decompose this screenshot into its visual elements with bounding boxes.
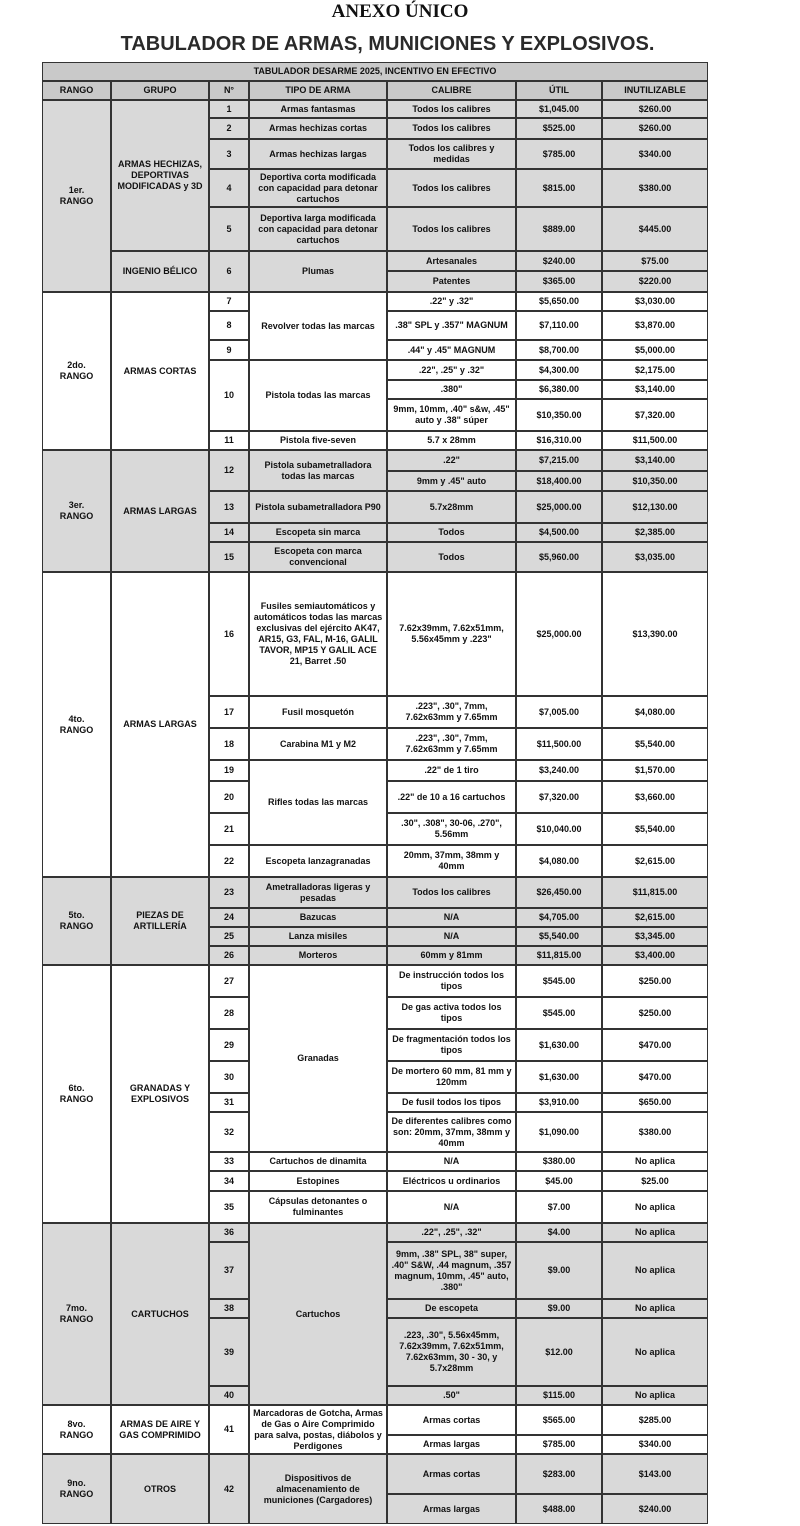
unusable-price: $3,870.00	[602, 311, 708, 340]
useful-price: $525.00	[516, 118, 602, 139]
weapon-number: 6	[209, 251, 249, 292]
unusable-price: $250.00	[602, 997, 708, 1029]
weapon-number: 19	[209, 760, 249, 781]
useful-price: $4,300.00	[516, 360, 602, 380]
weapon-number: 30	[209, 1061, 249, 1093]
weapon-number: 9	[209, 340, 249, 360]
caliber-cell: Armas largas	[387, 1435, 516, 1454]
caliber-cell: De instrucción todos los tipos	[387, 965, 516, 997]
unusable-price: $285.00	[602, 1405, 708, 1435]
unusable-price: $470.00	[602, 1029, 708, 1061]
caliber-cell: .22" y .32"	[387, 292, 516, 311]
useful-price: $115.00	[516, 1386, 602, 1405]
weapon-type: Pistola subametralladora todas las marcas	[249, 450, 387, 491]
useful-price: $488.00	[516, 1494, 602, 1524]
column-header: INUTILIZABLE	[602, 81, 708, 100]
group-cell: ARMAS LARGAS	[111, 572, 209, 877]
unusable-price: $2,615.00	[602, 908, 708, 927]
useful-price: $5,650.00	[516, 292, 602, 311]
unusable-price: $2,385.00	[602, 523, 708, 542]
caliber-cell: .223", .30", 7mm, 7.62x63mm y 7.65mm	[387, 696, 516, 728]
caliber-cell: Todos los calibres	[387, 207, 516, 251]
range-cell: 2do. RANGO	[42, 292, 111, 450]
unusable-price: $11,500.00	[602, 431, 708, 450]
weapon-number: 7	[209, 292, 249, 311]
group-cell: OTROS	[111, 1454, 209, 1524]
caliber-cell: Todos los calibres y medidas	[387, 139, 516, 169]
weapon-number: 31	[209, 1093, 249, 1112]
weapon-number: 16	[209, 572, 249, 696]
weapon-type: Estopines	[249, 1171, 387, 1191]
group-cell: GRANADAS Y EXPLOSIVOS	[111, 965, 209, 1223]
weapon-number: 10	[209, 360, 249, 431]
unusable-price: No aplica	[602, 1299, 708, 1318]
column-header: CALIBRE	[387, 81, 516, 100]
weapon-number: 34	[209, 1171, 249, 1191]
weapon-number: 3	[209, 139, 249, 169]
page-title: TABULADOR DE ARMAS, MUNICIONES Y EXPLOSIVOS.	[120, 33, 655, 55]
useful-price: $889.00	[516, 207, 602, 251]
caliber-cell: .380"	[387, 380, 516, 399]
caliber-cell: 9mm, .38" SPL, 38" super, .40" S&W, .44 magnum, .357 magnum, 10mm, .45" auto, .380"	[387, 1242, 516, 1299]
caliber-cell: De fragmentación todos los tipos	[387, 1029, 516, 1061]
weapon-type: Deportiva larga modificada con capacidad para detonar cartuchos	[249, 207, 387, 251]
unusable-price: $470.00	[602, 1061, 708, 1093]
useful-price: $7,005.00	[516, 696, 602, 728]
weapon-number: 33	[209, 1152, 249, 1171]
useful-price: $4.00	[516, 1223, 602, 1242]
weapon-number: 28	[209, 997, 249, 1029]
useful-price: $25,000.00	[516, 491, 602, 523]
weapon-number: 23	[209, 877, 249, 908]
unusable-price: $445.00	[602, 207, 708, 251]
weapon-number: 14	[209, 523, 249, 542]
weapon-type: Rifles todas las marcas	[249, 760, 387, 845]
useful-price: $545.00	[516, 997, 602, 1029]
group-cell: ARMAS LARGAS	[111, 450, 209, 572]
group-cell: PIEZAS DE ARTILLERÍA	[111, 877, 209, 965]
caliber-cell: .44" y .45" MAGNUM	[387, 340, 516, 360]
column-header: GRUPO	[111, 81, 209, 100]
useful-price: $1,630.00	[516, 1061, 602, 1093]
useful-price: $815.00	[516, 169, 602, 207]
useful-price: $25,000.00	[516, 572, 602, 696]
useful-price: $5,540.00	[516, 927, 602, 946]
useful-price: $7,215.00	[516, 450, 602, 471]
caliber-cell: Armas largas	[387, 1494, 516, 1524]
caliber-cell: 20mm, 37mm, 38mm y 40mm	[387, 845, 516, 877]
group-cell: CARTUCHOS	[111, 1223, 209, 1405]
range-cell: 8vo. RANGO	[42, 1405, 111, 1454]
group-cell: ARMAS HECHIZAS, DEPORTIVAS MODIFICADAS y 3D	[111, 100, 209, 251]
caliber-cell: Armas cortas	[387, 1405, 516, 1435]
useful-price: $4,080.00	[516, 845, 602, 877]
useful-price: $10,040.00	[516, 813, 602, 845]
useful-price: $545.00	[516, 965, 602, 997]
unusable-price: $13,390.00	[602, 572, 708, 696]
weapon-number: 29	[209, 1029, 249, 1061]
unusable-price: $10,350.00	[602, 471, 708, 491]
useful-price: $380.00	[516, 1152, 602, 1171]
caliber-cell: 9mm, 10mm, .40" s&w, .45" auto y .38" súper	[387, 399, 516, 431]
column-header: TIPO DE ARMA	[249, 81, 387, 100]
weapon-number: 22	[209, 845, 249, 877]
range-cell: 6to. RANGO	[42, 965, 111, 1223]
useful-price: $11,815.00	[516, 946, 602, 965]
weapon-type: Marcadoras de Gotcha, Armas de Gas o Aire Comprimido para salva, postas, diábolos y Perdigones	[249, 1405, 387, 1454]
range-cell: 9no. RANGO	[42, 1454, 111, 1524]
weapon-number: 20	[209, 781, 249, 813]
useful-price: $11,500.00	[516, 728, 602, 760]
unusable-price: $1,570.00	[602, 760, 708, 781]
caliber-cell: Armas cortas	[387, 1454, 516, 1494]
caliber-cell: 7.62x39mm, 7.62x51mm, 5.56x45mm y .223"	[387, 572, 516, 696]
weapon-number: 24	[209, 908, 249, 927]
weapon-type: Granadas	[249, 965, 387, 1152]
useful-price: $8,700.00	[516, 340, 602, 360]
unusable-price: No aplica	[602, 1152, 708, 1171]
useful-price: $7.00	[516, 1191, 602, 1223]
unusable-price: $2,615.00	[602, 845, 708, 877]
unusable-price: $380.00	[602, 1112, 708, 1152]
weapon-number: 17	[209, 696, 249, 728]
caliber-cell: De diferentes calibres como son: 20mm, 37mm, 38mm y 40mm	[387, 1112, 516, 1152]
table-caption: TABULADOR DESARME 2025, INCENTIVO EN EFECTIVO	[42, 62, 708, 81]
weapon-number: 40	[209, 1386, 249, 1405]
weapon-number: 12	[209, 450, 249, 491]
useful-price: $365.00	[516, 271, 602, 292]
weapon-type: Armas hechizas cortas	[249, 118, 387, 139]
caliber-cell: .38" SPL y .357" MAGNUM	[387, 311, 516, 340]
caliber-cell: .22", .25", .32"	[387, 1223, 516, 1242]
weapon-type: Deportiva corta modificada con capacidad para detonar cartuchos	[249, 169, 387, 207]
unusable-price: $3,660.00	[602, 781, 708, 813]
useful-price: $9.00	[516, 1299, 602, 1318]
column-header: N°	[209, 81, 249, 100]
unusable-price: $4,080.00	[602, 696, 708, 728]
useful-price: $283.00	[516, 1454, 602, 1494]
weapon-number: 35	[209, 1191, 249, 1223]
weapon-type: Lanza misiles	[249, 927, 387, 946]
caliber-cell: De escopeta	[387, 1299, 516, 1318]
useful-price: $1,045.00	[516, 100, 602, 118]
weapon-number: 11	[209, 431, 249, 450]
range-cell: 3er. RANGO	[42, 450, 111, 572]
unusable-price: $260.00	[602, 118, 708, 139]
weapon-type: Carabina M1 y M2	[249, 728, 387, 760]
weapon-type: Cartuchos de dinamita	[249, 1152, 387, 1171]
weapon-number: 42	[209, 1454, 249, 1524]
caliber-cell: Todos	[387, 523, 516, 542]
unusable-price: $340.00	[602, 1435, 708, 1454]
weapon-type: Dispositivos de almacenamiento de municiones (Cargadores)	[249, 1454, 387, 1524]
weapon-type: Ametralladoras ligeras y pesadas	[249, 877, 387, 908]
weapon-type: Bazucas	[249, 908, 387, 927]
weapon-type: Escopeta con marca convencional	[249, 542, 387, 572]
weapon-number: 36	[209, 1223, 249, 1242]
useful-price: $3,910.00	[516, 1093, 602, 1112]
useful-price: $785.00	[516, 1435, 602, 1454]
useful-price: $26,450.00	[516, 877, 602, 908]
useful-price: $7,110.00	[516, 311, 602, 340]
unusable-price: $650.00	[602, 1093, 708, 1112]
caliber-cell: De gas activa todos los tipos	[387, 997, 516, 1029]
group-cell: ARMAS CORTAS	[111, 292, 209, 450]
caliber-cell: .223, .30", 5.56x45mm, 7.62x39mm, 7.62x51mm, 7.62x63mm, 30 - 30, y 5.7x28mm	[387, 1318, 516, 1386]
caliber-cell: 5.7 x 28mm	[387, 431, 516, 450]
caliber-cell: N/A	[387, 908, 516, 927]
unusable-price: $5,540.00	[602, 813, 708, 845]
weapon-type: Pistola subametralladora P90	[249, 491, 387, 523]
useful-price: $5,960.00	[516, 542, 602, 572]
weapon-number: 8	[209, 311, 249, 340]
unusable-price: No aplica	[602, 1242, 708, 1299]
weapon-type: Morteros	[249, 946, 387, 965]
weapon-number: 27	[209, 965, 249, 997]
weapon-type: Cápsulas detonantes o fulminantes	[249, 1191, 387, 1223]
useful-price: $1,090.00	[516, 1112, 602, 1152]
useful-price: $4,705.00	[516, 908, 602, 927]
weapon-type: Plumas	[249, 251, 387, 292]
weapon-number: 5	[209, 207, 249, 251]
unusable-price: $340.00	[602, 139, 708, 169]
unusable-price: $75.00	[602, 251, 708, 271]
unusable-price: No aplica	[602, 1191, 708, 1223]
caliber-cell: Patentes	[387, 271, 516, 292]
useful-price: $7,320.00	[516, 781, 602, 813]
unusable-price: $260.00	[602, 100, 708, 118]
caliber-cell: N/A	[387, 1152, 516, 1171]
annex-heading: ANEXO ÚNICO	[331, 1, 469, 22]
range-cell: 7mo. RANGO	[42, 1223, 111, 1405]
weapon-number: 2	[209, 118, 249, 139]
caliber-cell: .22" de 1 tiro	[387, 760, 516, 781]
caliber-cell: 9mm y .45" auto	[387, 471, 516, 491]
weapon-type: Pistola todas las marcas	[249, 360, 387, 431]
weapon-type: Pistola five-seven	[249, 431, 387, 450]
weapon-number: 38	[209, 1299, 249, 1318]
caliber-cell: .30", .308", 30-06, .270", 5.56mm	[387, 813, 516, 845]
caliber-cell: Todos	[387, 542, 516, 572]
weapon-type: Escopeta lanzagranadas	[249, 845, 387, 877]
useful-price: $6,380.00	[516, 380, 602, 399]
caliber-cell: N/A	[387, 927, 516, 946]
weapon-number: 39	[209, 1318, 249, 1386]
unusable-price: $12,130.00	[602, 491, 708, 523]
caliber-cell: .22" de 10 a 16 cartuchos	[387, 781, 516, 813]
caliber-cell: De mortero 60 mm, 81 mm y 120mm	[387, 1061, 516, 1093]
useful-price: $9.00	[516, 1242, 602, 1299]
caliber-cell: 60mm y 81mm	[387, 946, 516, 965]
caliber-cell: Artesanales	[387, 251, 516, 271]
useful-price: $16,310.00	[516, 431, 602, 450]
unusable-price: $3,345.00	[602, 927, 708, 946]
weapons-table	[42, 62, 708, 1514]
weapon-type: Armas hechizas largas	[249, 139, 387, 169]
useful-price: $18,400.00	[516, 471, 602, 491]
useful-price: $3,240.00	[516, 760, 602, 781]
weapon-number: 15	[209, 542, 249, 572]
caliber-cell: Todos los calibres	[387, 100, 516, 118]
unusable-price: $380.00	[602, 169, 708, 207]
caliber-cell: .223", .30", 7mm, 7.62x63mm y 7.65mm	[387, 728, 516, 760]
unusable-price: No aplica	[602, 1386, 708, 1405]
useful-price: $10,350.00	[516, 399, 602, 431]
unusable-price: $7,320.00	[602, 399, 708, 431]
column-header: RANGO	[42, 81, 111, 100]
unusable-price: No aplica	[602, 1318, 708, 1386]
caliber-cell: 5.7x28mm	[387, 491, 516, 523]
useful-price: $12.00	[516, 1318, 602, 1386]
unusable-price: $3,035.00	[602, 542, 708, 572]
weapon-number: 1	[209, 100, 249, 118]
useful-price: $240.00	[516, 251, 602, 271]
weapon-number: 21	[209, 813, 249, 845]
caliber-cell: Eléctricos u ordinarios	[387, 1171, 516, 1191]
unusable-price: $240.00	[602, 1494, 708, 1524]
unusable-price: $11,815.00	[602, 877, 708, 908]
useful-price: $4,500.00	[516, 523, 602, 542]
weapon-type: Escopeta sin marca	[249, 523, 387, 542]
unusable-price: $3,140.00	[602, 380, 708, 399]
caliber-cell: .22", .25" y .32"	[387, 360, 516, 380]
caliber-cell: Todos los calibres	[387, 877, 516, 908]
weapon-number: 26	[209, 946, 249, 965]
weapon-number: 4	[209, 169, 249, 207]
caliber-cell: .50"	[387, 1386, 516, 1405]
range-cell: 4to. RANGO	[42, 572, 111, 877]
group-cell: INGENIO BÉLICO	[111, 251, 209, 292]
caliber-cell: De fusil todos los tipos	[387, 1093, 516, 1112]
weapon-number: 18	[209, 728, 249, 760]
unusable-price: $25.00	[602, 1171, 708, 1191]
weapon-type: Fusiles semiautomáticos y automáticos todas las marcas exclusivas del ejército AK47, AR15, G3, FAL, M-16, GALIL TAVOR, MP15 Y GALIL ACE 21, Barret .50	[249, 572, 387, 696]
weapon-number: 32	[209, 1112, 249, 1152]
weapon-number: 41	[209, 1405, 249, 1454]
weapon-type: Revolver todas las marcas	[249, 292, 387, 360]
useful-price: $1,630.00	[516, 1029, 602, 1061]
column-header: ÚTIL	[516, 81, 602, 100]
unusable-price: $2,175.00	[602, 360, 708, 380]
group-cell: ARMAS DE AIRE Y GAS COMPRIMIDO	[111, 1405, 209, 1454]
useful-price: $45.00	[516, 1171, 602, 1191]
caliber-cell: Todos los calibres	[387, 118, 516, 139]
range-cell: 5to. RANGO	[42, 877, 111, 965]
caliber-cell: Todos los calibres	[387, 169, 516, 207]
unusable-price: $3,030.00	[602, 292, 708, 311]
weapon-number: 37	[209, 1242, 249, 1299]
unusable-price: $220.00	[602, 271, 708, 292]
weapon-number: 13	[209, 491, 249, 523]
useful-price: $565.00	[516, 1405, 602, 1435]
unusable-price: $143.00	[602, 1454, 708, 1494]
unusable-price: $3,400.00	[602, 946, 708, 965]
weapon-type: Cartuchos	[249, 1223, 387, 1405]
useful-price: $785.00	[516, 139, 602, 169]
caliber-cell: .22"	[387, 450, 516, 471]
unusable-price: No aplica	[602, 1223, 708, 1242]
unusable-price: $5,000.00	[602, 340, 708, 360]
unusable-price: $3,140.00	[602, 450, 708, 471]
weapon-type: Armas fantasmas	[249, 100, 387, 118]
unusable-price: $250.00	[602, 965, 708, 997]
caliber-cell: N/A	[387, 1191, 516, 1223]
weapon-type: Fusil mosquetón	[249, 696, 387, 728]
range-cell: 1er. RANGO	[42, 100, 111, 292]
weapon-number: 25	[209, 927, 249, 946]
unusable-price: $5,540.00	[602, 728, 708, 760]
